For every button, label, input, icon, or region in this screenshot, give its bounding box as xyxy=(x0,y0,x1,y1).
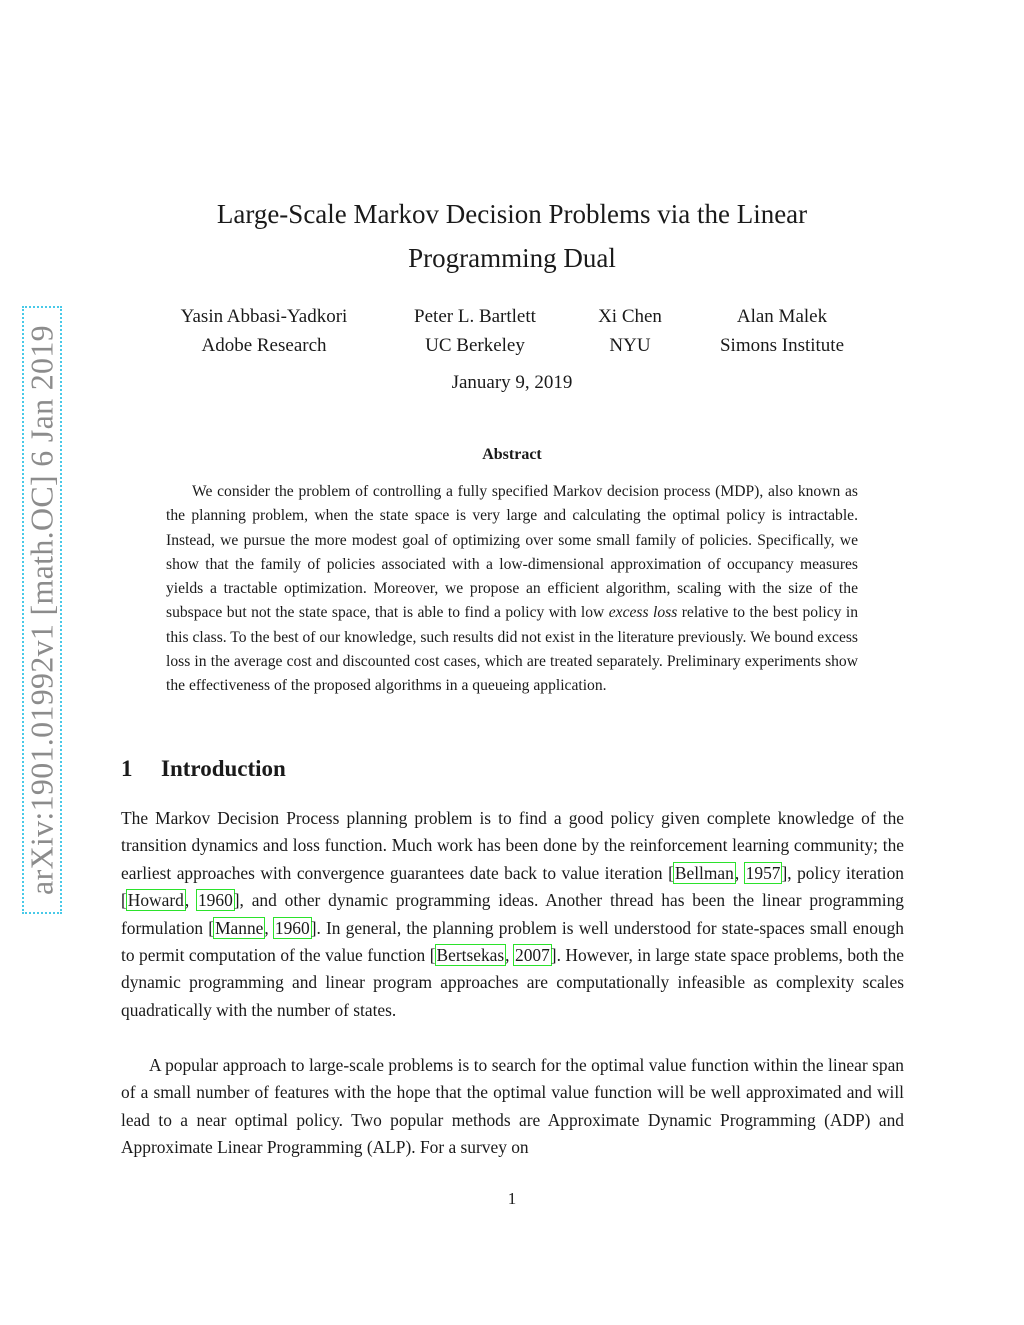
arxiv-stamp[interactable]: arXiv:1901.01992v1 [math.OC] 6 Jan 2019 xyxy=(23,325,60,895)
author-block-4 xyxy=(697,302,867,360)
section-title: Introduction xyxy=(161,756,286,781)
abstract-heading: Abstract xyxy=(482,446,542,463)
paper-date: January 9, 2019 xyxy=(451,372,573,393)
abstract-body: We consider the problem of controlling a fully specified Markov decision process (MDP), also known as the planning problem, when the state space is very large and calculating the optimal policy is intractable. Instead, we pursue the more modest goal of optimizing over some small family of policies. Specifically, we show that the family of policies associated with a low-dimensional approximation of occupancy measures yields a tractable optimization. Moreover, we propose an efficient algorithm, scaling with the size of the subspace but not the state space, that is able to find a policy with low excess loss relative to the best policy in this class. To the best of our knowledge, such results did not exist in the literature previously. We bound excess loss in the average cost and discounted cost cases, which are treated separately. Preliminary experiments show the effectiveness of the proposed algorithms in a queueing application. xyxy=(166,483,859,695)
author-name: Xi Chen xyxy=(598,306,662,327)
author-affiliation: Simons Institute xyxy=(719,335,845,356)
paper-title: Large-Scale Markov Decision Problems via the Linear Programming Dual xyxy=(216,199,808,273)
author-name: Yasin Abbasi-Yadkori xyxy=(180,306,348,327)
abstract-emphasis: excess loss xyxy=(608,604,678,622)
intro-paragraph-1: The Markov Decision Process planning problem is to find a good policy given complete knowledge of the transition dynamics and loss function. Much work has been done by the reinforcement learning community; the earliest approaches with convergence guarantees date back to value iteration [Bellman, 1957], policy iteration [Howard, 1960], and other dynamic programming ideas. Another thread has been the linear programming formulation [Manne, 1960]. In general, the planning problem is well understood for state-spaces small enough to permit computation of the value function [Bertsekas, 2007]. However, in large state space problems, both the dynamic programming and linear program approaches are computationally infeasible as complexity scales quadratically with the number of states. xyxy=(121,808,905,1020)
citation-link[interactable]: 1960 xyxy=(197,890,233,911)
author-block-1 xyxy=(164,302,364,360)
citation-link[interactable]: Manne xyxy=(215,917,264,938)
section-heading xyxy=(121,756,286,782)
citation-link[interactable]: 1960 xyxy=(274,917,310,938)
author-affiliation: NYU xyxy=(609,335,651,356)
citation-link[interactable]: Bertsekas xyxy=(436,945,505,966)
author-affiliation: UC Berkeley xyxy=(425,335,525,356)
section-number: 1 xyxy=(121,756,133,781)
citation-link[interactable]: Howard xyxy=(127,890,184,911)
author-affiliation: Adobe Research xyxy=(201,335,327,356)
citation-link[interactable]: Bellman xyxy=(674,862,734,883)
author-name: Alan Malek xyxy=(736,306,828,327)
page-number: 1 xyxy=(507,1189,517,1208)
citation-link[interactable]: 1957 xyxy=(745,862,781,883)
author-name: Peter L. Bartlett xyxy=(414,306,536,327)
author-block-2 xyxy=(385,302,565,360)
citation-link[interactable]: 2007 xyxy=(515,945,550,966)
author-block-3 xyxy=(580,302,680,360)
intro-paragraph-2: A popular approach to large-scale problems is to search for the optimal value function within the linear span of a small number of features with the hope that the optimal value function will be well approximated and will lead to a near optimal policy. Two popular methods are Approximate Dynamic Programming (ADP) and Approximate Linear Programming (ALP). For a survey on xyxy=(121,1055,904,1158)
